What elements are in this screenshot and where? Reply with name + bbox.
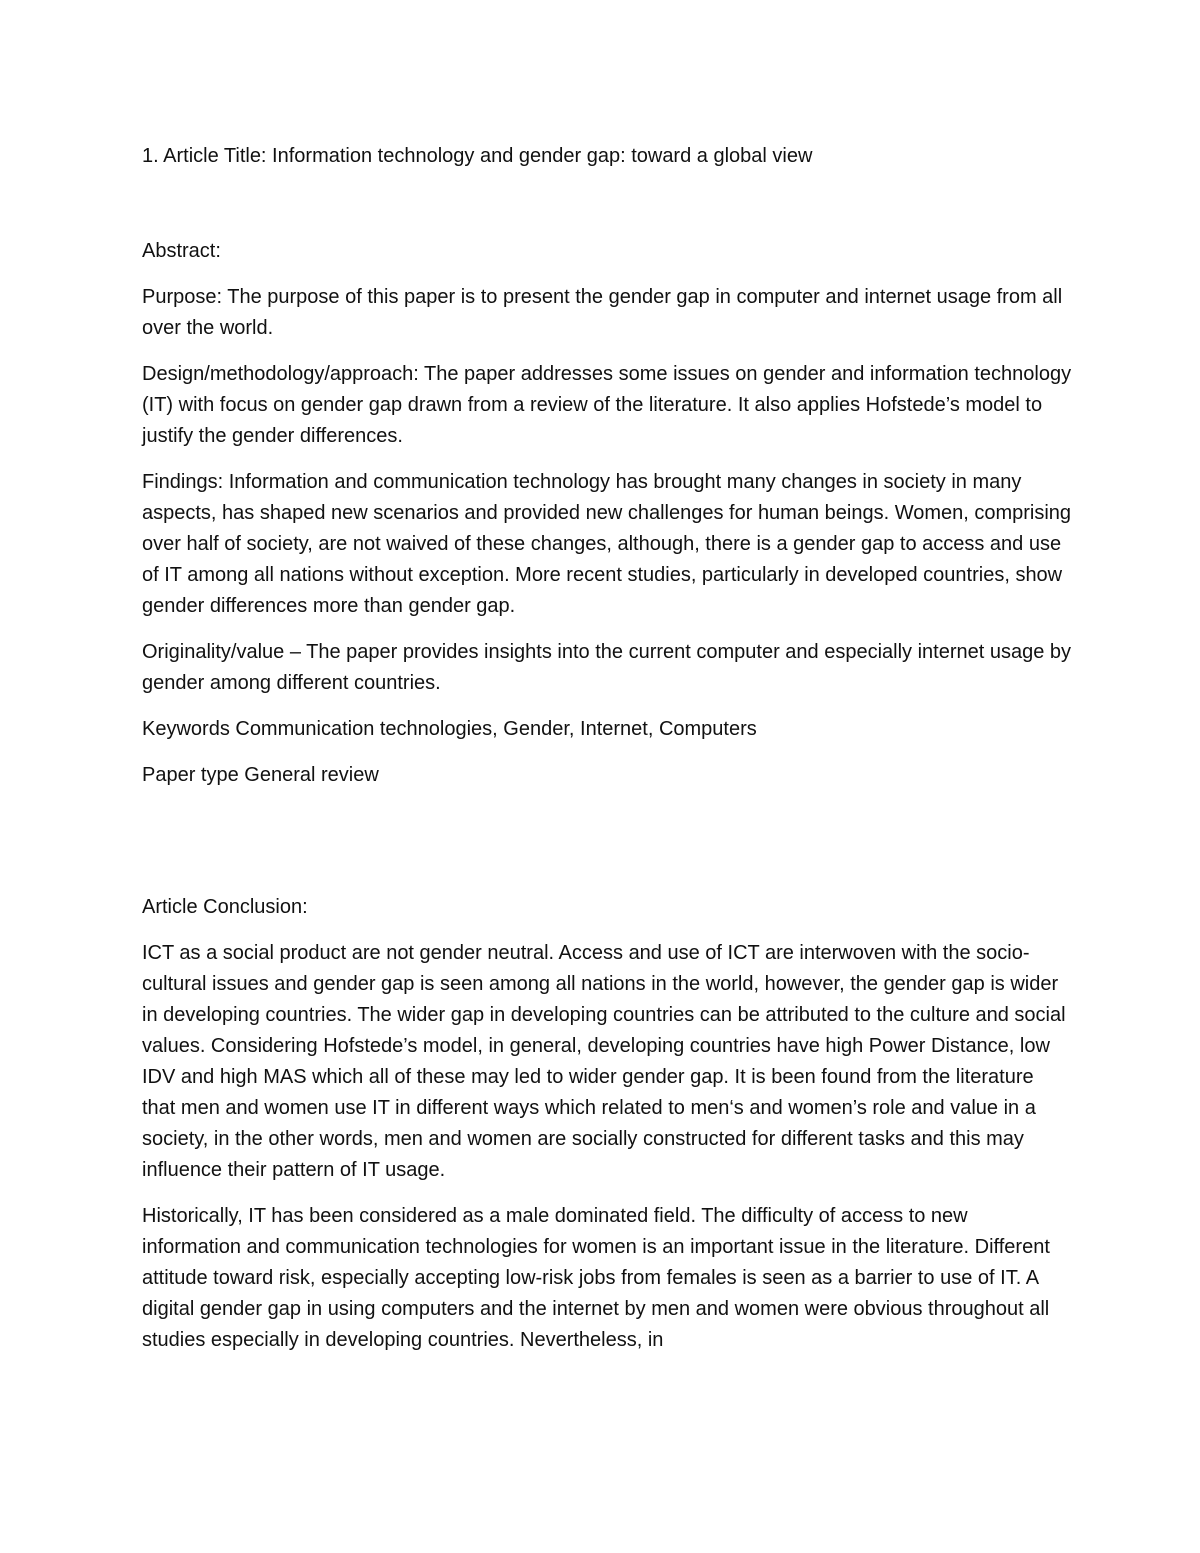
article-title: 1. Article Title: Information technology and gender gap: toward a global view [142, 145, 813, 167]
abstract-heading: Abstract: [142, 240, 221, 262]
conclusion-paragraph-1: ICT as a social product are not gender neutral. Access and use of ICT are interwoven with the socio-cultural issues and gender gap is seen among all nations in the world, however, the gender gap is wider in developing countries. The wider gap in developing countries can be attributed to the culture and social values. Considering Hofstede’s model, in general, developing countries have high Power Distance, low IDV and high MAS which all of these may led to wider gender gap. It is been found from the literature that men and women use IT in different ways which related to men‘s and women’s role and value in a society, in the other words, men and women are socially constructed for different tasks and this may influence their pattern of IT usage. [142, 942, 1066, 1181]
abstract-originality: Originality/value – The paper provides insights into the current computer and especially internet usage by gender among different countries. [142, 641, 1072, 694]
abstract-design: Design/methodology/approach: The paper addresses some issues on gender and information technology (IT) with focus on gender gap drawn from a review of the literature. It also applies Hofstede’s model to justify the gender differences. [142, 363, 1072, 447]
abstract-findings: Findings: Information and communication technology has brought many changes in society in many aspects, has shaped new scenarios and provided new challenges for human beings. Women, comprising over half of society, are not waived of these changes, although, there is a gender gap to access and use of IT among all nations without exception. More recent studies, particularly in developed countries, show gender differences more than gender gap. [142, 471, 1072, 617]
conclusion-paragraph-2: Historically, IT has been considered as a male dominated field. The difficulty of access to new information and communication technologies for women is an important issue in the literature. Different attitude toward risk, especially accepting low-risk jobs from females is seen as a barrier to use of IT. A digital gender gap in using computers and the internet by men and women were obvious throughout all studies especially in developing countries. Nevertheless, in [142, 1205, 1050, 1351]
conclusion-heading: Article Conclusion: [142, 896, 308, 918]
abstract-keywords: Keywords Communication technologies, Gender, Internet, Computers [142, 718, 757, 740]
document-page [142, 141, 1072, 1371]
abstract-paper-type: Paper type General review [142, 764, 379, 786]
abstract-purpose: Purpose: The purpose of this paper is to present the gender gap in computer and internet usage from all over the world. [142, 286, 1063, 339]
